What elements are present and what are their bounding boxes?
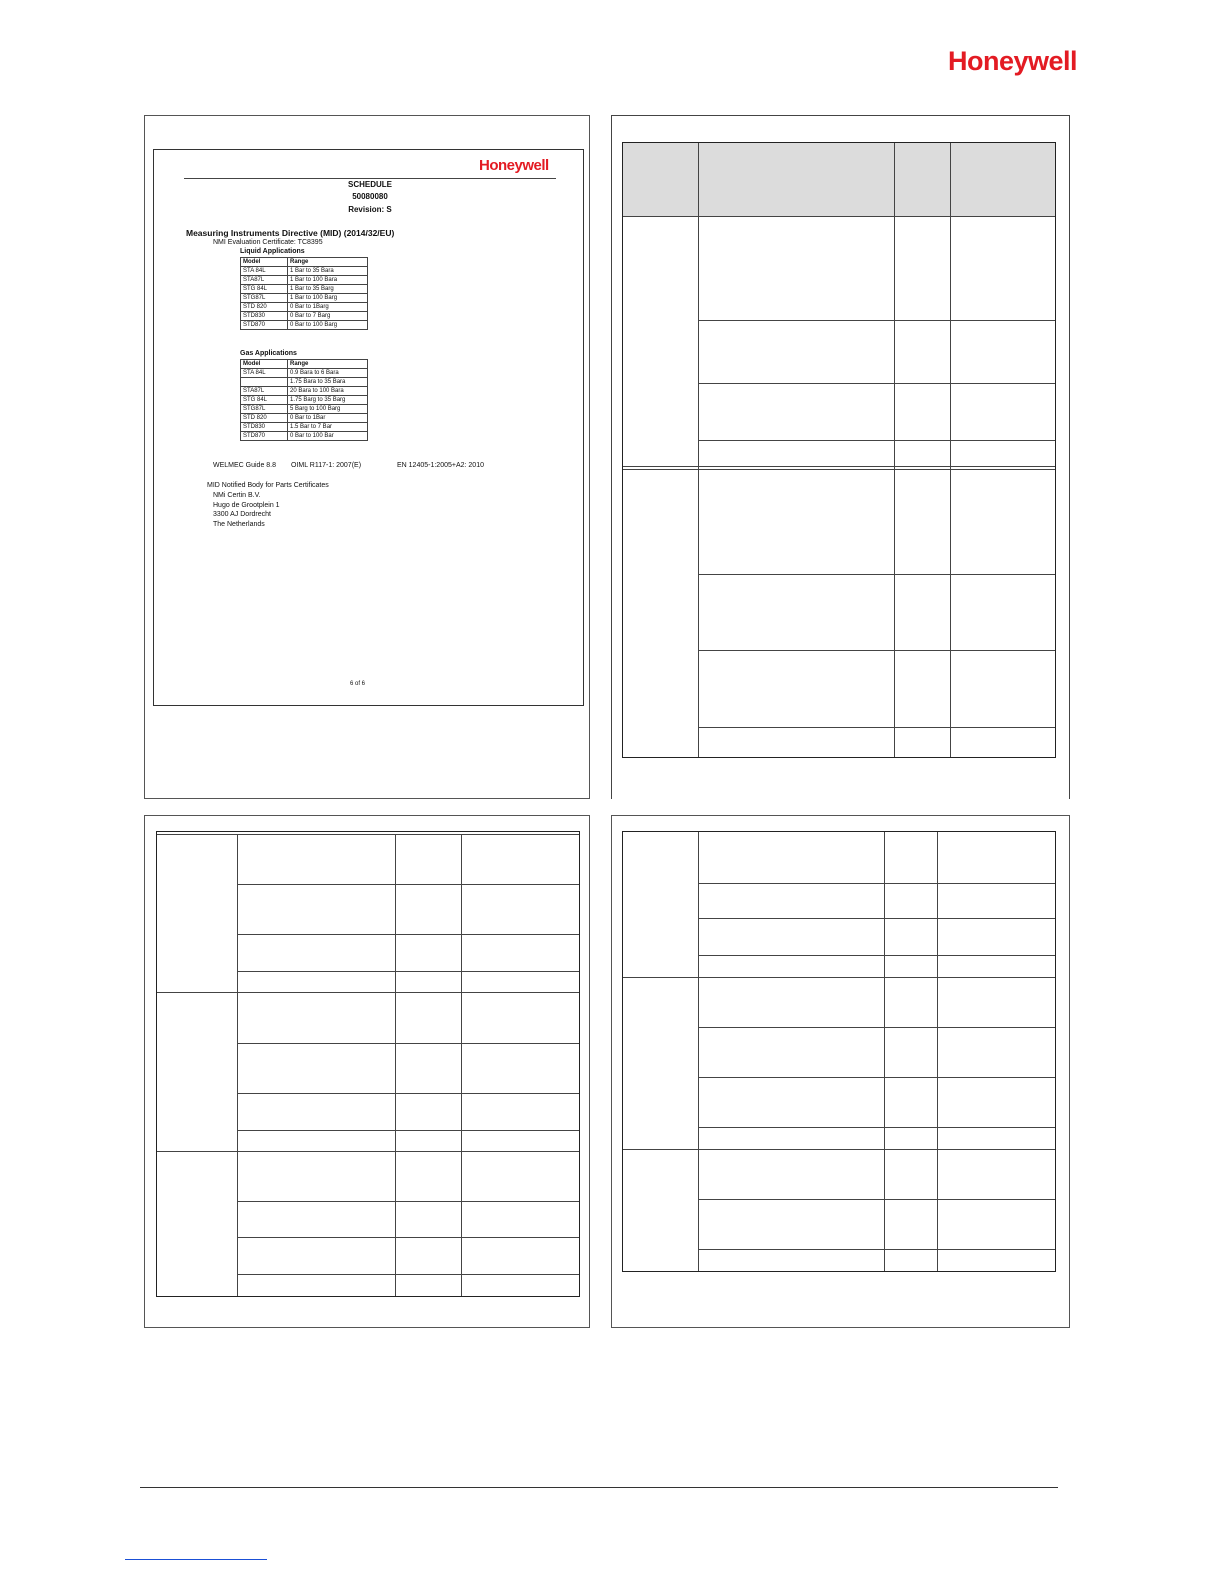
cell: STD870 [241,432,288,441]
table-row [241,303,368,312]
schedule-page [153,149,584,706]
cell: STD 820 [241,303,288,312]
table-row [241,432,368,441]
gas-table [240,359,368,441]
cell: STD870 [241,321,288,330]
standard-oiml: OIML R117-1: 2007(E) [291,462,362,469]
table-row [241,321,368,330]
cell [241,378,288,387]
cell: 1.75 Bara to 35 Bara [288,378,368,387]
directive-title: Measuring Instruments Directive (MID) (2014/32/EU) [186,228,395,238]
cell: STA 84L [241,369,288,378]
cell: 1 Bar to 100 Barg [288,294,368,303]
cell: 5 Barg to 100 Barg [288,405,368,414]
liquid-col-model: Model [241,258,288,267]
cell: 1 Bar to 100 Bara [288,276,368,285]
standard-en: EN 12405-1:2005+A2: 2010 [397,462,484,469]
cell: 0 Bar to 1Barg [288,303,368,312]
cell: STA 84L [241,267,288,276]
cell: STD830 [241,312,288,321]
cell: 1.75 Barg to 35 Barg [288,396,368,405]
cell: STD830 [241,423,288,432]
schedule-panel [144,115,590,799]
table-row [241,312,368,321]
standard-welmec: WELMEC Guide 8.8 [213,462,277,469]
cell: 0 Bar to 1Bar [288,414,368,423]
table-row [241,405,368,414]
cell: STD 820 [241,414,288,423]
cell: 0 Bar to 7 Barg [288,312,368,321]
page-number: 6 of 6 [350,681,366,687]
table-row [241,294,368,303]
liquid-col-range: Range [288,258,368,267]
cell: 1.5 Bar to 7 Bar [288,423,368,432]
cell: STG87L [241,294,288,303]
table-row [241,285,368,294]
liquid-heading: Liquid Applications [240,248,305,255]
cell: 1 Bar to 35 Bara [288,267,368,276]
footer-rule [140,1487,1058,1488]
table-row [241,396,368,405]
table-row [241,423,368,432]
gas-col-range: Range [288,360,368,369]
cell: STA87L [241,387,288,396]
gas-heading: Gas Applications [240,350,297,357]
honeywell-logo: Honeywell [948,46,1078,76]
notified-body-heading: MID Notified Body for Parts Certificates [207,482,329,489]
schedule-number: 50080080 [352,192,388,201]
notified-body-line: Hugo de Grootplein 1 [213,502,280,509]
schedule-revision: Revision: S [348,205,392,214]
cell: 0.9 Bara to 6 Bara [288,369,368,378]
cell: STA87L [241,276,288,285]
cell: 20 Bara to 100 Bara [288,387,368,396]
top-right-table [622,142,1056,758]
schedule-title: SCHEDULE [347,180,392,189]
schedule-logo: Honeywell [479,157,549,174]
table-header-fill [623,143,1055,216]
liquid-table [240,257,368,330]
table-row [241,276,368,285]
notified-body-line: 3300 AJ Dordrecht [213,511,271,518]
table-row [241,387,368,396]
table-row [241,369,368,378]
schedule-header-rule [184,178,556,179]
table-row [241,378,368,387]
gas-col-model: Model [241,360,288,369]
cell: 0 Bar to 100 Bar [288,432,368,441]
cell: 1 Bar to 35 Barg [288,285,368,294]
table-row [241,414,368,423]
cell: 0 Bar to 100 Barg [288,321,368,330]
cell: STG 84L [241,396,288,405]
cell: STG 84L [241,285,288,294]
bottom-left-table [156,831,580,1297]
table-row [241,267,368,276]
notified-body-line: The Netherlands [213,521,265,528]
notified-body-line: NMi Certin B.V. [213,492,261,499]
certificate-line: NMI Evaluation Certificate: TC8395 [213,239,323,246]
footer-link-underline[interactable] [125,1559,267,1560]
cell: STG87L [241,405,288,414]
bottom-right-table [622,831,1056,1272]
